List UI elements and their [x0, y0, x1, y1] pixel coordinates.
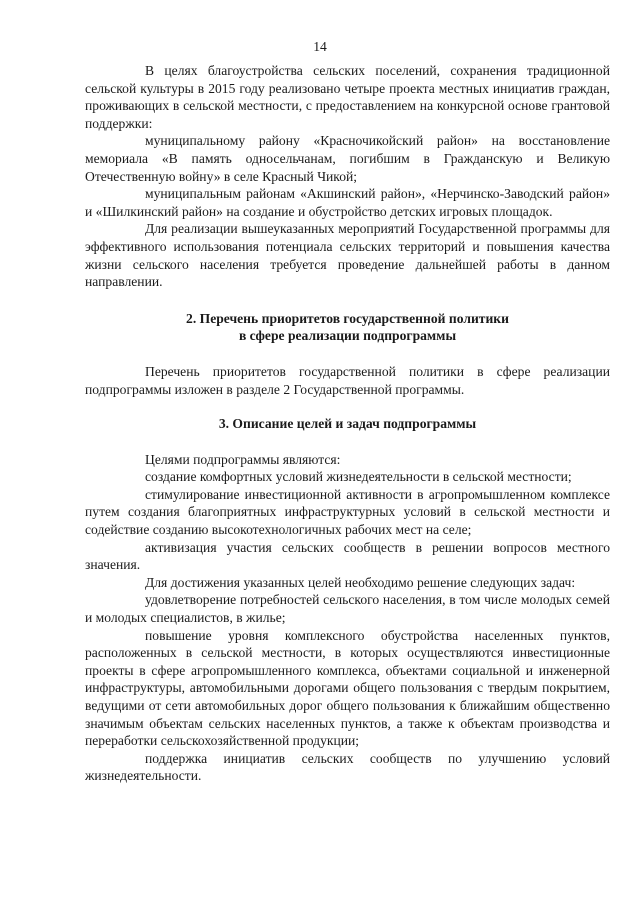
section-3-paragraph: активизация участия сельских сообществ в решении вопросов местного значения. — [85, 539, 610, 573]
intro-paragraph: В целях благоустройства сельских поселений, сохранения традиционной сельской культуры в 2015 году реализовано четыре проекта местных инициатив граждан, проживающих в сельской местности, с предоставлением на конкурсной основе грантовой поддержки: — [85, 63, 610, 131]
section-3-paragraph: создание комфортных условий жизнедеятельности в сельской местности; — [145, 469, 572, 485]
section-2-heading-line-1: 2. Перечень приоритетов государственной политики — [186, 310, 509, 326]
section-3-heading: 3. Описание целей и задач подпрограммы — [218, 416, 477, 432]
section-3-paragraph: Для достижения указанных целей необходимо решение следующих задач: — [145, 574, 576, 590]
section-3-paragraph: поддержка инициатив сельских сообществ по улучшению условий жизнедеятельности. — [85, 750, 610, 784]
section-3-paragraph: Целями подпрограммы являются: — [145, 451, 341, 467]
intro-paragraph: муниципальным районам «Акшинский район», «Нерчинско-Заводский район» и «Шилкинский район» на создание и обустройство детских игровых площадок. — [85, 186, 610, 219]
page-content — [85, 62, 610, 785]
section-3-paragraph: повышение уровня комплексного обустройства населенных пунктов, расположенных в сельской местности, в которых осуществляются инвестиционные проекты в сфере агропромышленного комплекса, объектами социальной и инженерной инфраструктуры, автомобильными дорогами общего пользования с твердым покрытием, ведущими от сети автомобильных дорог общего пользования к ближайшим общественно значимым объектам сельских населенных пунктов, а также к объектам производства и переработки сельскохозяйственной продукции; — [85, 627, 610, 749]
page-number: 14 — [313, 39, 327, 54]
intro-paragraph: Для реализации вышеуказанных мероприятий Государственной программы для эффективного использования потенциала сельских территорий и повышения качества жизни сельского населения требуется проведение дальнейшей работы в данном направлении. — [85, 221, 610, 290]
intro-paragraph: муниципальному району «Красночикойский район» на восстановление мемориала «В память односельчанам, погибшим в Гражданскую и Великую Отечественную войну» в селе Красный Чикой; — [85, 133, 610, 184]
section-2-text: Перечень приоритетов государственной политики в сфере реализации подпрограммы изложен в разделе 2 Государственной программы. — [85, 363, 610, 397]
section-3-paragraph: стимулирование инвестиционной активности в агропромышленном комплексе путем создания благоприятных инфраструктурных условий в сельской местности и содействие созданию высокотехнологичных рабочих мест на селе; — [85, 486, 610, 538]
section-3-paragraph: удовлетворение потребностей сельского населения, в том числе молодых семей и молодых специалистов, в жилье; — [85, 592, 610, 626]
section-2-heading-line-2: в сфере реализации подпрограммы — [238, 328, 457, 344]
